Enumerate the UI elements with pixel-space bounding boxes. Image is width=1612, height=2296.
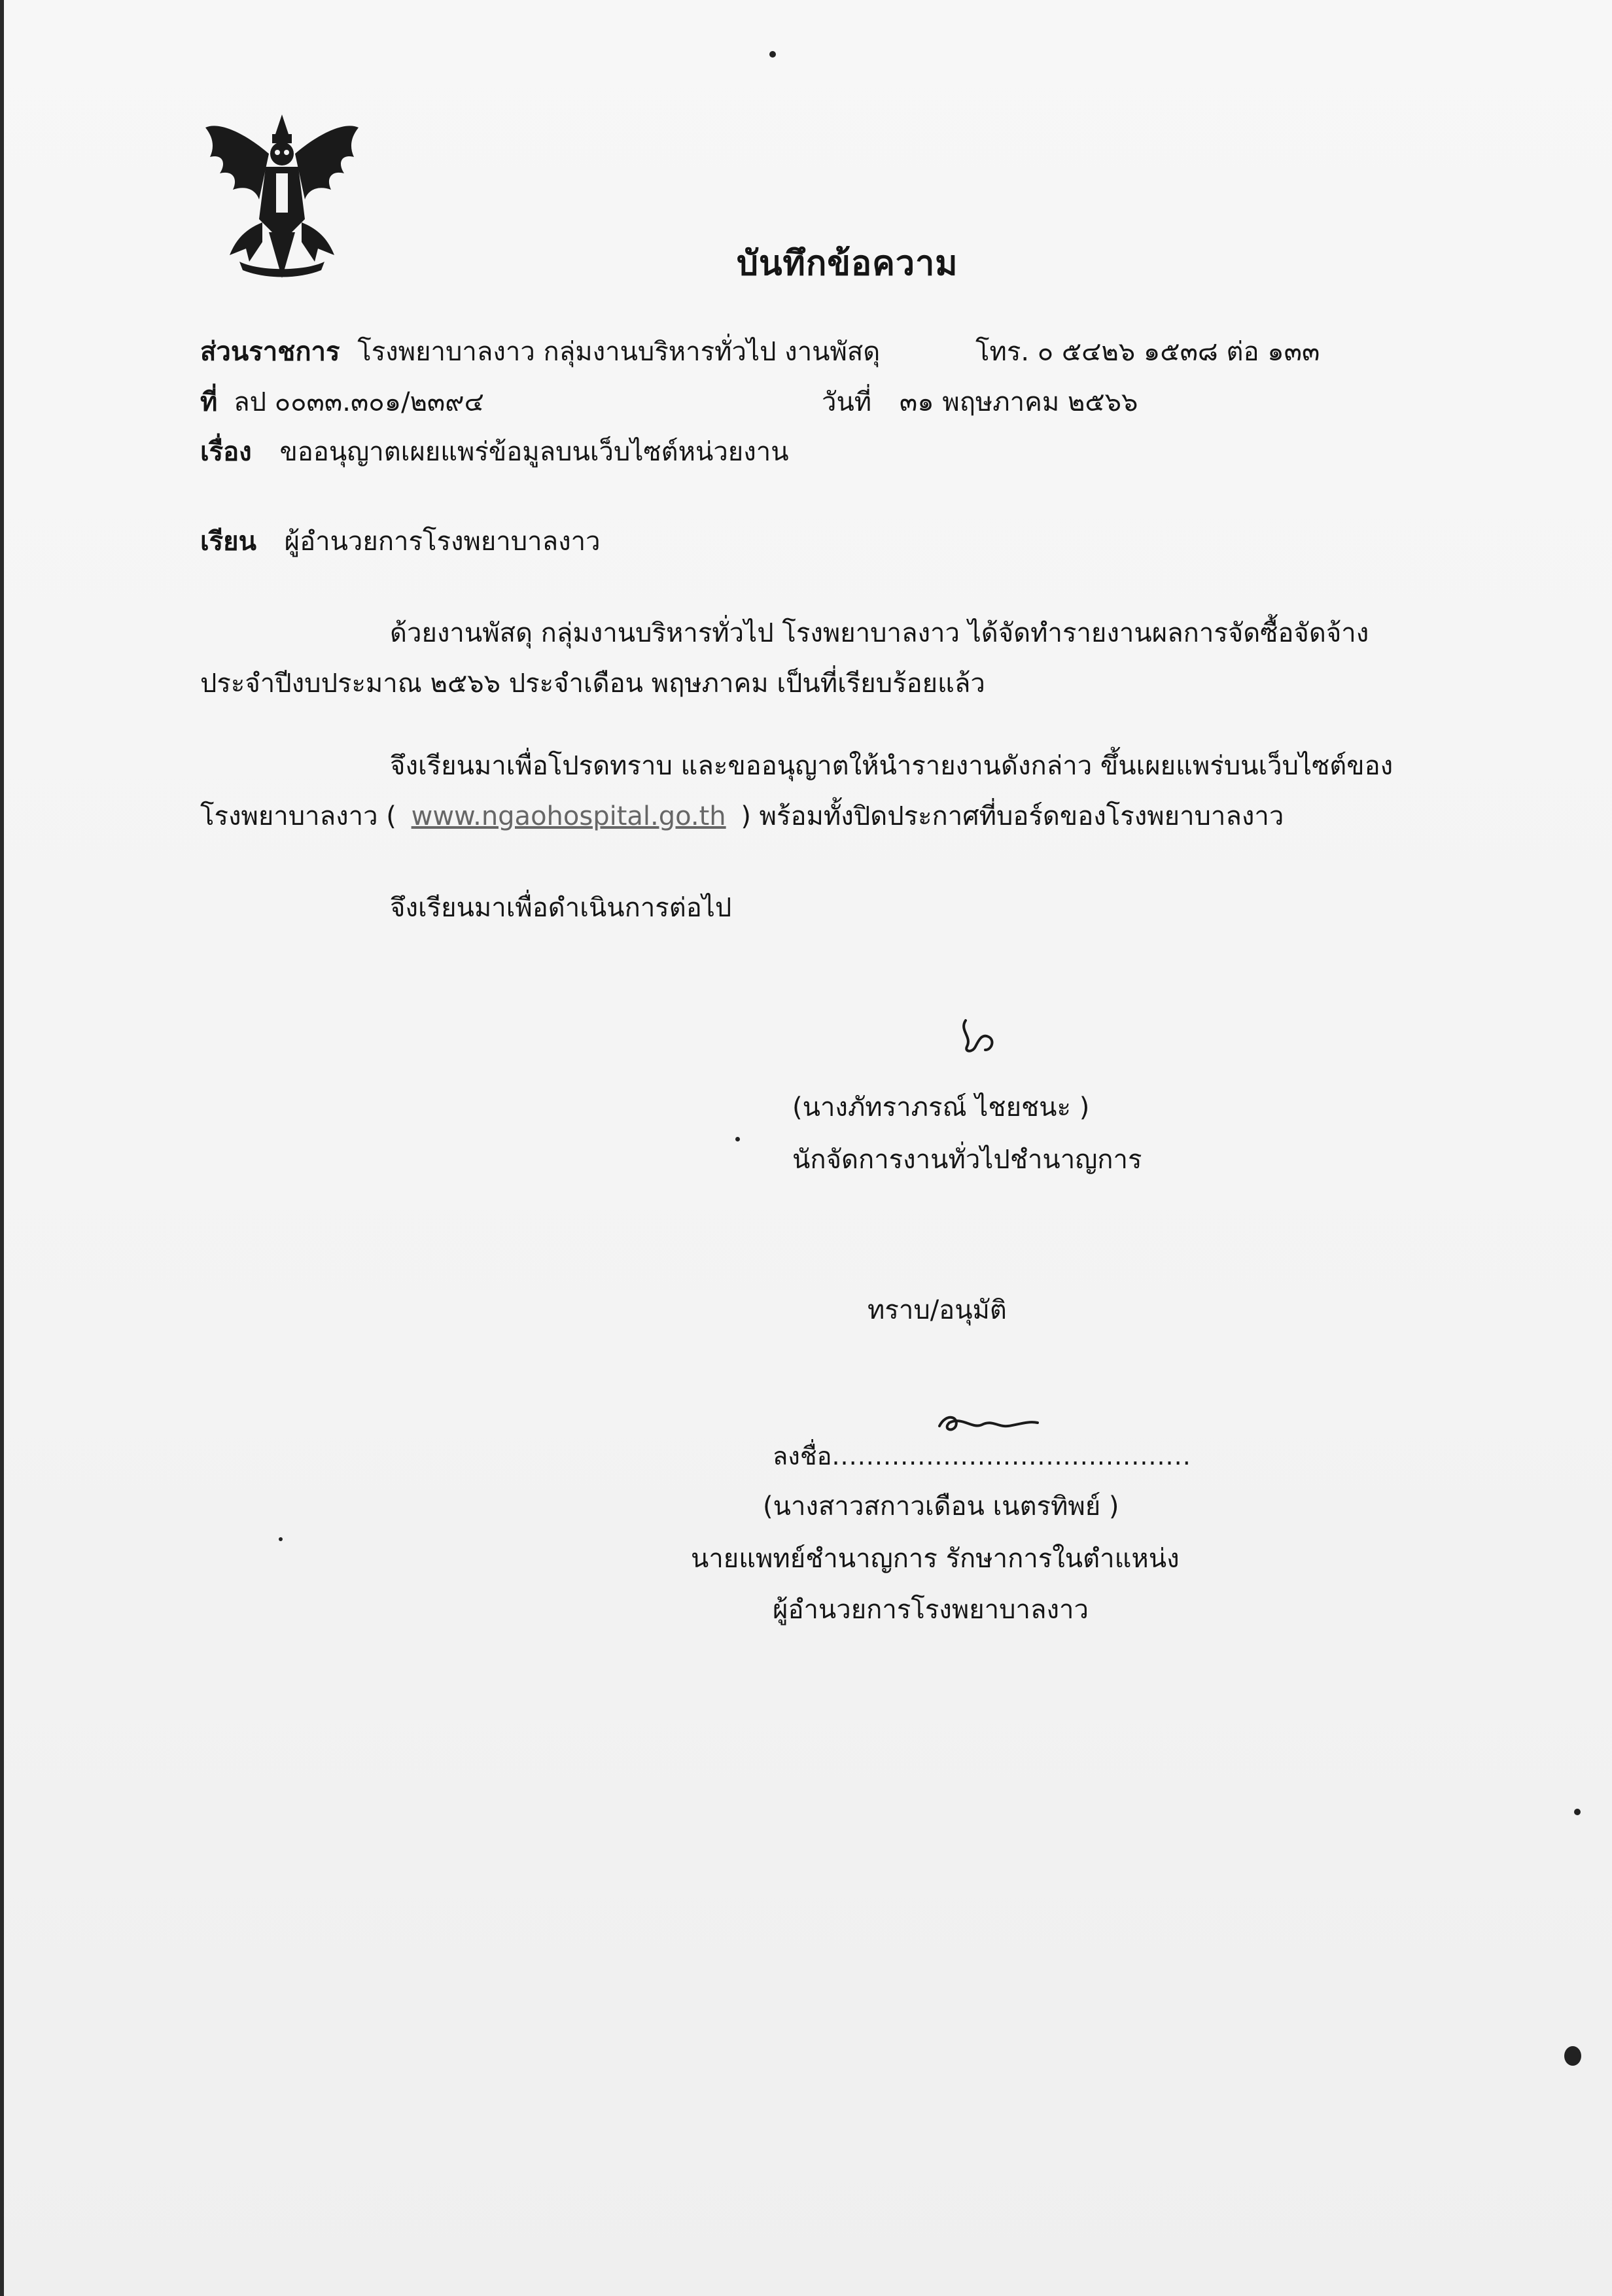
memo-title: บันทึกข้อความ (737, 244, 958, 283)
agency-label: ส่วนราชการ (200, 337, 340, 367)
salutation-row (200, 520, 601, 562)
sign-label: ลงชื่อ (773, 1442, 832, 1470)
reference-value: ลป ๐๐๓๓.๓๐๑/๒๓๙๔ (234, 387, 484, 417)
signer-2-position-2: ผู้อำนวยการโรงพยาบาลงาว (773, 1595, 1089, 1625)
garuda-emblem-icon (200, 108, 364, 281)
salutation-label: เรียน (200, 527, 256, 557)
signer-2-name: (นางสาวสกาวเดือน เนตรทิพย์ ) (763, 1491, 1119, 1522)
approval-text: ทราบ/อนุมัติ (867, 1295, 1007, 1325)
signer-1-position: นักจัดการงานทั่วไปชำนาญการ (792, 1145, 1142, 1175)
sign-dots: .......................................... (832, 1442, 1191, 1470)
website-link[interactable]: www.ngaohospital.go.th (411, 801, 726, 831)
date-value: ๓๑ พฤษภาคม ๒๕๖๖ (899, 387, 1138, 417)
paragraph-3: จึงเรียนมาเพื่อดำเนินการต่อไป (390, 893, 732, 923)
scan-speck (769, 51, 776, 58)
paragraph-1-line-2: ประจำปีงบประมาณ ๒๕๖๖ ประจำเดือน พฤษภาคม เป็นที่เรียบร้อยแล้ว (200, 669, 985, 699)
salutation-value: ผู้อำนวยการโรงพยาบาลงาว (284, 527, 601, 557)
scan-speck (1574, 1809, 1581, 1815)
scan-speck (735, 1137, 740, 1141)
paragraph-1-line-1: ด้วยงานพัสดุ กลุ่มงานบริหารทั่วไป โรงพยาบาลงาว ได้จัดทำรายงานผลการจัดซื้อจัดจ้าง (390, 618, 1369, 648)
paragraph-2-text-b: ) พร้อมทั้งปิดประกาศที่บอร์ดของโรงพยาบาลงาว (741, 801, 1284, 831)
phone-number: โทร. ๐ ๕๔๒๖ ๑๕๓๘ ต่อ ๑๓๓ (975, 337, 1320, 367)
agency-value: โรงพยาบาลงาว กลุ่มงานบริหารทั่วไป งานพัสดุ (357, 337, 881, 367)
sign-line (773, 1436, 1191, 1476)
reference-row (200, 381, 484, 423)
subject-row (200, 430, 789, 472)
subject-label: เรื่อง (200, 437, 252, 467)
signature-1-mark (953, 1014, 1005, 1060)
signer-1-name: (นางภัทราภรณ์ ไชยชนะ ) (792, 1092, 1090, 1122)
date-label: วันที่ (822, 387, 872, 417)
date-row (822, 381, 1138, 423)
reference-label: ที่ (200, 387, 218, 417)
scan-speck (279, 1537, 283, 1541)
agency-row (200, 330, 880, 372)
signature-2-mark (933, 1406, 1044, 1439)
paragraph-2-text-a: โรงพยาบาลงาว ( (200, 801, 396, 831)
paragraph-2-line-1: จึงเรียนมาเพื่อโปรดทราบ และขออนุญาตให้นำรายงานดังกล่าว ขึ้นเผยแพร่บนเว็บไซต์ของ (390, 751, 1393, 781)
scan-speck (1564, 2046, 1581, 2066)
subject-value: ขออนุญาตเผยแพร่ข้อมูลบนเว็บไซต์หน่วยงาน (279, 437, 789, 467)
signer-2-position-1: นายแพทย์ชำนาญการ รักษาการในตำแหน่ง (691, 1544, 1180, 1574)
paragraph-2-line-2 (200, 795, 1284, 837)
